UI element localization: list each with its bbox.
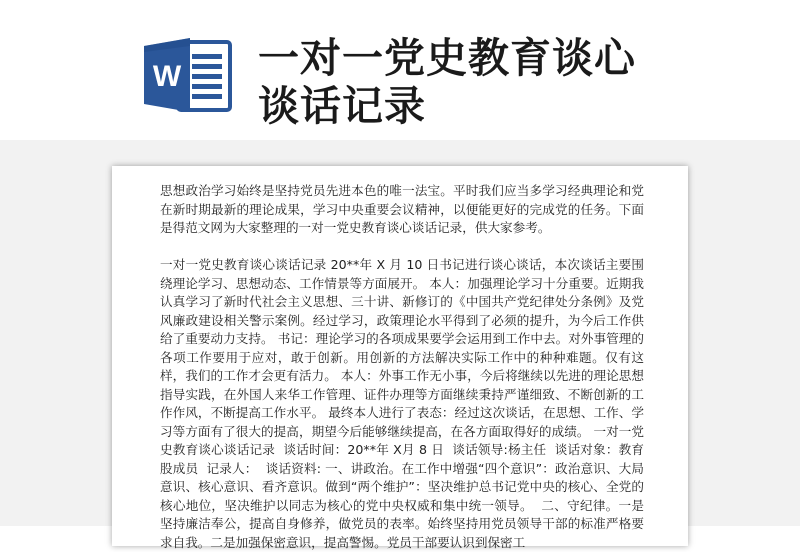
word-icon-letter: W [152, 60, 182, 93]
intro-paragraph: 思想政治学习始终是坚持党员先进本色的唯一法宝。平时我们应当多学习经典理论和党在新时期最新的理论成果，学习中央重要会议精神，以便能更好的完成党的任务。下面是得范文网为大家整理的一对一党史教育谈心谈话记录，供大家参考。 [160, 183, 644, 235]
document-page [112, 166, 688, 550]
word-document-icon [140, 34, 236, 116]
document-body [160, 182, 644, 552]
record-paragraph: 一对一党史教育谈心谈话记录 20**年 X 月 10 日书记进行谈心谈话，本次谈话主要围绕理论学习、思想动态、工作情景等方面展开。 本人：加强理论学习十分重要。近期我认真学习了新时代社会主义思想、三十讲、新修订的《中国共产党纪律处分条例》及党风廉政建设相关警示案例。经过学习，政策理论水平得到了必须的提升，为今后工作供给了重要动力支持。 书记：理论学习的各项成果要学会运用到工作中去。对外事管理的各项工作要用于应对，敢于创新。用创新的方法解决实际工作中的种种难题。仅有这样，我们的工作才会更有活力。 本人：外事工作无小事，今后将继续以先进的理论思想指导实践，在外国人来华工作管理、证件办理等方面继续秉持严谨细致、不断创新的工作作风，不断提高工作水平。 最终本人进行了表态：经过这次谈话，在思想、工作、学习等方面有了很大的提高，期望今后能够继续提高，在各方面取得好的成绩。 一对一党史教育谈心谈话记录 谈话时间：20**年 X月 8 日 谈话领导:杨主任 谈话对象：教育股成员 记录人： 谈话资料: 一、讲政治。在工作中增强“四个意识”：政治意识、大局意识、核心意识、看齐意识。做到“两个维护”：坚决维护总书记党中央的核心、全党的核心地位，坚决维护以同志为核心的党中央权威和集中统一领导。 二、守纪律。一是坚持廉洁奉公，提高自身修养，做党员的表率。始终坚持用党员领导干部的标准严格要求自我。二是加强保密意识，提高警惕。党员干部要认识到保密工 [160, 257, 644, 550]
document-title: 一对一党史教育谈心 谈话记录 [258, 34, 636, 130]
